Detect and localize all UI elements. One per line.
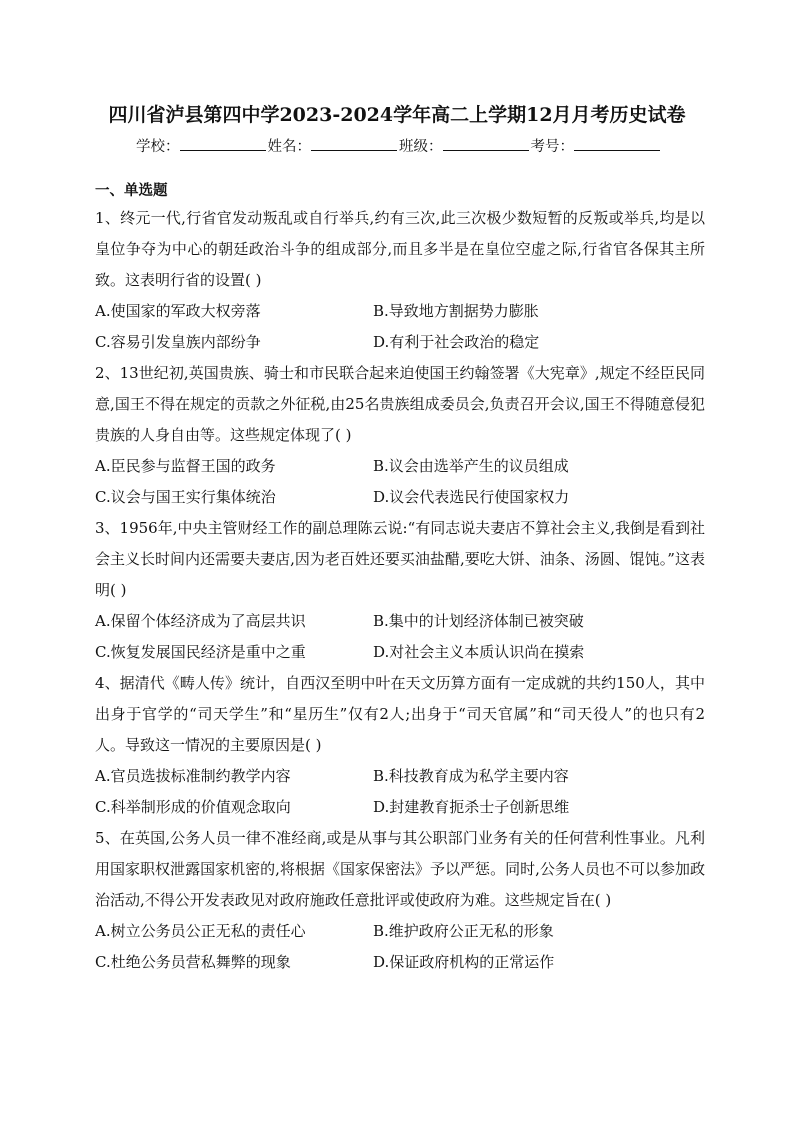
option-row	[95, 606, 705, 637]
section-title: 一、单选题	[95, 182, 168, 199]
option-d: D.议会代表选民行使国家权力	[373, 488, 570, 506]
option-a: A.臣民参与监督王国的政务	[95, 457, 276, 475]
question-stem: 4、据清代《畴人传》统计，自西汉至明中叶在天文历算方面有一定成就的共约150人，其中出身于官学的“司天学生”和“星历生”仅有2人;出身于“司天官属”和“司天役人”的也只有2人。导致这一情况的主要原因是( )	[95, 674, 705, 754]
name-label: 姓名：	[267, 139, 311, 155]
option-c: C.恢复发展国民经济是重中之重	[95, 643, 306, 661]
option-row	[95, 451, 705, 482]
option-c: C.容易引发皇族内部纷争	[95, 333, 261, 351]
question-stem: 1、终元一代,行省官发动叛乱或自行举兵,约有三次,此三次极少数短暂的反叛或举兵,均是以皇位争夺为中心的朝廷政治斗争的组成部分,而且多半是在皇位空虚之际,行省官各保其主所致。这表明行省的设置( )	[95, 209, 705, 289]
class-label: 班级：	[399, 139, 443, 155]
option-row	[95, 916, 705, 947]
option-b: B.议会由选举产生的议员组成	[373, 457, 569, 475]
option-row	[95, 792, 705, 823]
option-row	[95, 296, 705, 327]
option-a: A.保留个体经济成为了高层共识	[95, 612, 306, 630]
option-row	[95, 637, 705, 668]
question-1	[95, 203, 705, 358]
option-row	[95, 482, 705, 513]
option-a: A.官员选拔标准制约教学内容	[95, 767, 291, 785]
option-row	[95, 761, 705, 792]
question-list	[95, 203, 705, 978]
question-5	[95, 823, 705, 978]
option-d: D.对社会主义本质认识尚在摸索	[373, 643, 585, 661]
exam-number-blank	[574, 135, 660, 151]
option-a: A.树立公务员公正无私的责任心	[95, 922, 306, 940]
option-d: D.保证政府机构的正常运作	[373, 953, 555, 971]
school-blank	[180, 135, 266, 151]
exam-number-label: 考号：	[530, 139, 574, 155]
option-row	[95, 327, 705, 358]
option-d: D.有利于社会政治的稳定	[373, 333, 540, 351]
question-3	[95, 513, 705, 668]
name-blank	[311, 135, 397, 151]
question-stem: 5、在英国,公务人员一律不准经商,或是从事与其公职部门业务有关的任何营利性事业。凡利用国家职权泄露国家机密的,将根据《国家保密法》予以严惩。同时,公务人员也不可以参加政治活动,不得公开发表政见对政府施政任意批评或使政府为难。这些规定旨在( )	[95, 829, 705, 909]
class-blank	[443, 135, 529, 151]
option-row	[95, 947, 705, 978]
option-c: C.杜绝公务员营私舞弊的现象	[95, 953, 291, 971]
question-stem: 2、13世纪初,英国贵族、骑士和市民联合起来迫使国王约翰签署《大宪章》,规定不经臣民同意,国王不得在规定的贡款之外征税,由25名贵族组成委员会,负责召开会议,国王不得随意侵犯贵族的人身自由等。这些规定体现了( )	[95, 364, 705, 444]
question-4	[95, 668, 705, 823]
option-d: D.封建教育扼杀士子创新思维	[373, 798, 570, 816]
question-stem: 3、1956年,中央主管财经工作的副总理陈云说:“有同志说夫妻店不算社会主义,我倒是看到社会主义长时间内还需要夫妻店,因为老百姓还要买油盐醋,要吃大饼、油条、汤圆、馄饨。”这表明( )	[95, 519, 705, 599]
school-label: 学校：	[136, 139, 180, 155]
option-c: C.科举制形成的价值观念取向	[95, 798, 291, 816]
student-info-row	[0, 135, 794, 157]
exam-title: 四川省泸县第四中学2023-2024学年高二上学期12月月考历史试卷	[108, 104, 686, 126]
option-b: B.科技教育成为私学主要内容	[373, 767, 569, 785]
option-b: B.导致地方割据势力膨胀	[373, 302, 539, 320]
question-2	[95, 358, 705, 513]
option-b: B.集中的计划经济体制已被突破	[373, 612, 584, 630]
option-a: A.使国家的军政大权旁落	[95, 302, 261, 320]
option-c: C.议会与国王实行集体统治	[95, 488, 276, 506]
option-b: B.维护政府公正无私的形象	[373, 922, 554, 940]
